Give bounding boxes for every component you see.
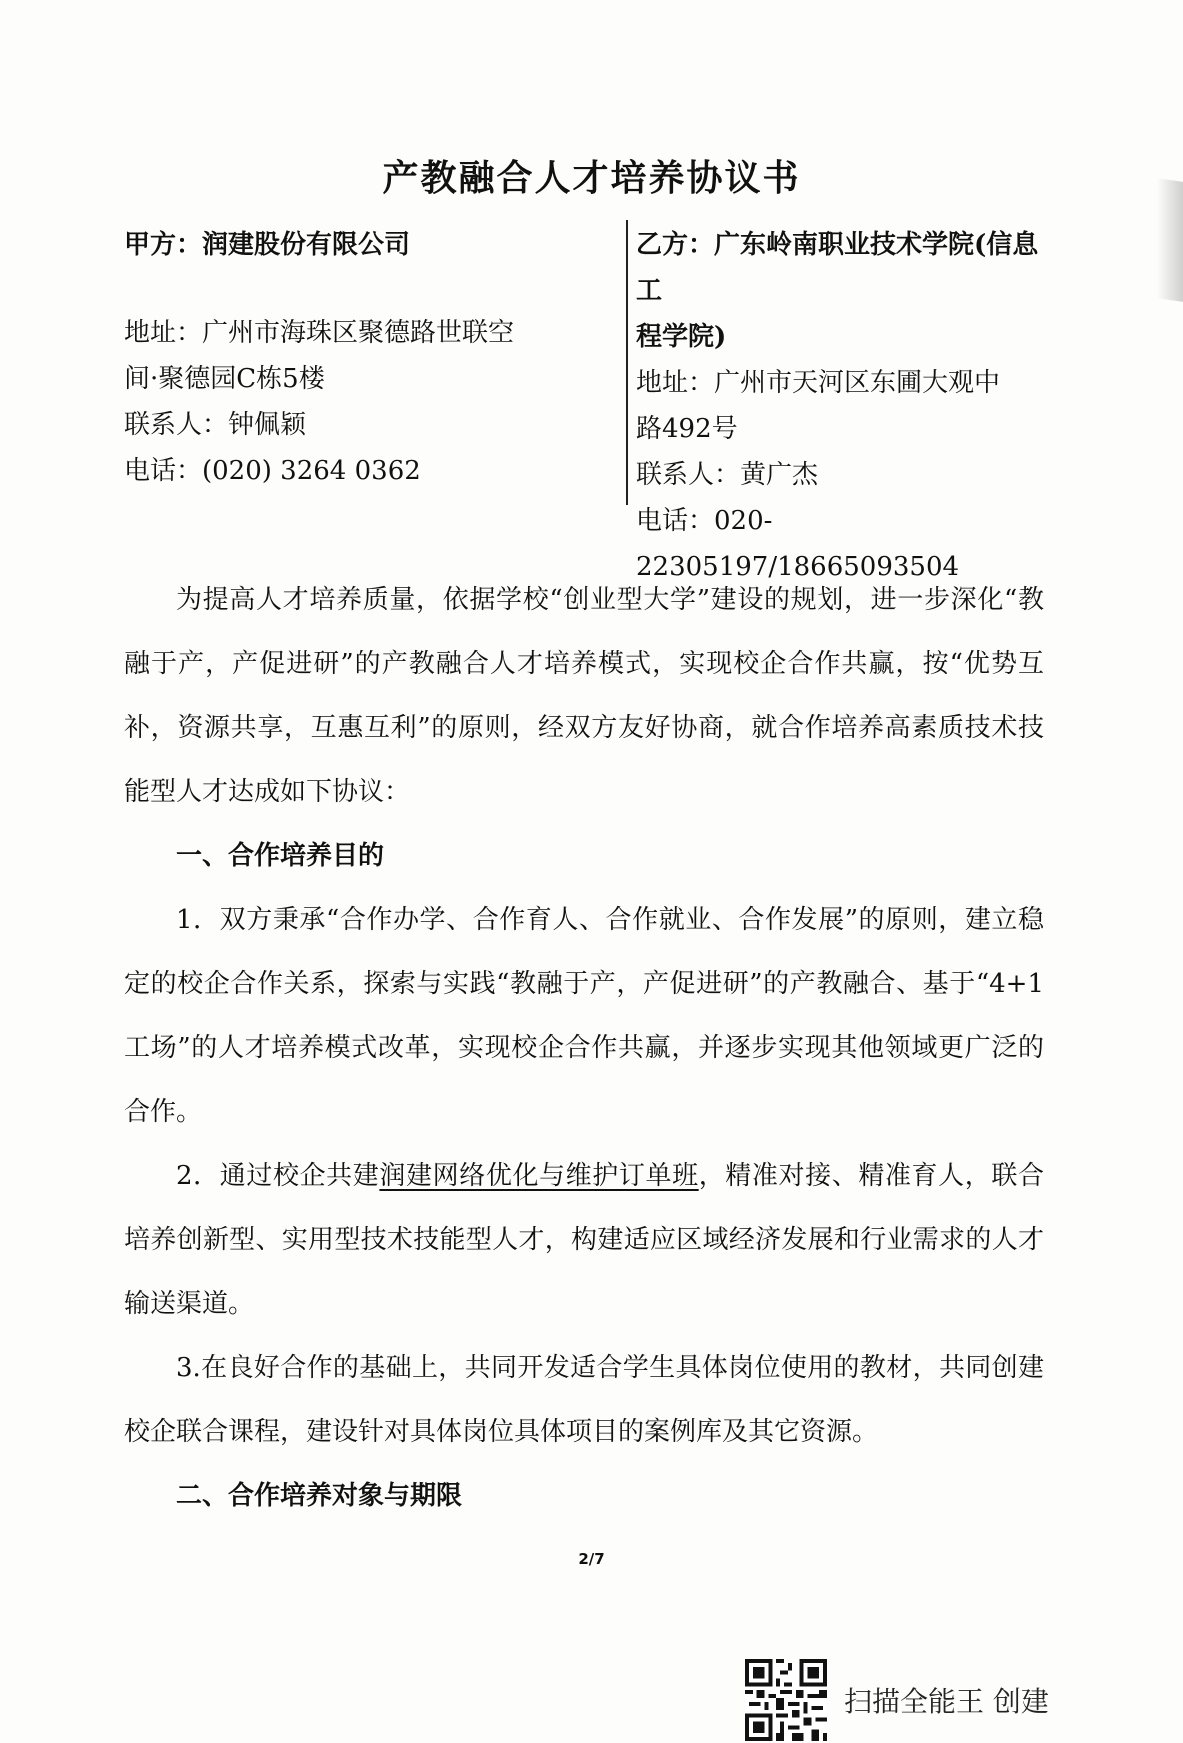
party-a-address-line2: 间·聚德园C栋5楼: [124, 364, 325, 394]
party-divider: [626, 220, 628, 505]
item-2-text-pre: 2．通过校企共建: [176, 1161, 380, 1191]
item-2-underlined-text: 润建网络优化与维护订单班: [379, 1161, 699, 1191]
party-b-block: [636, 222, 1056, 590]
party-a-contact: 联系人：钟佩颖: [124, 410, 307, 440]
document-title: 产教融合人才培养协议书: [382, 157, 801, 199]
party-a-address-line1: 地址：广州市海珠区聚德路世联空: [124, 318, 515, 348]
party-a-phone: 电话：(020) 3264 0362: [124, 456, 421, 486]
party-b-name-line1: 乙方：广东岭南职业技术学院(信息工: [636, 230, 1039, 306]
item-2-text-post: ，精准对接、精准育人，联合培养创新型、实用型技术技能型人才，构建适应区域经济发展和行业需求的人才输送渠道。: [124, 1161, 1044, 1319]
item-3-paragraph: 3.在良好合作的基础上，共同开发适合学生具体岗位使用的教材，共同创建校企联合课程，建设针对具体岗位具体项目的案例库及其它资源。: [124, 1353, 1044, 1447]
item-1-paragraph: 1．双方秉承“合作办学、合作育人、合作就业、合作发展”的原则，建立稳定的校企合作关系，探索与实践“教融于产，产促进研”的产教融合、基于“4+1工场”的人才培养模式改革，实现校企合作共赢，并逐步实现其他领域更广泛的合作。: [124, 905, 1044, 1127]
party-a-name: 甲方：润建股份有限公司: [124, 230, 411, 260]
scanner-watermark: 扫描全能王 创建: [844, 1685, 1049, 1718]
section-2-heading: 二、合作培养对象与期限: [176, 1481, 463, 1511]
party-b-address-line2: 路492号: [636, 414, 738, 444]
party-b-name-line2: 程学院): [636, 322, 727, 352]
page-number: 2/7: [578, 1550, 605, 1568]
party-a-block: [124, 222, 594, 494]
item-2-paragraph: [124, 1144, 1044, 1336]
party-b-contact: 联系人：黄广杰: [636, 460, 819, 490]
party-b-address-line1: 地址：广州市天河区东圃大观中: [636, 368, 1001, 398]
agreement-body: [124, 568, 1044, 1528]
qr-code-icon: [745, 1659, 827, 1741]
section-1-heading: 一、合作培养目的: [176, 841, 385, 871]
party-b-phone: 电话：020-22305197/18665093504: [636, 506, 960, 582]
intro-paragraph: 为提高人才培养质量，依据学校“创业型大学”建设的规划，进一步深化“教融于产，产促进研”的产教融合人才培养模式，实现校企合作共赢，按“优势互补，资源共享，互惠互利”的原则，经双方友好协商，就合作培养高素质技术技能型人才达成如下协议：: [124, 585, 1044, 807]
